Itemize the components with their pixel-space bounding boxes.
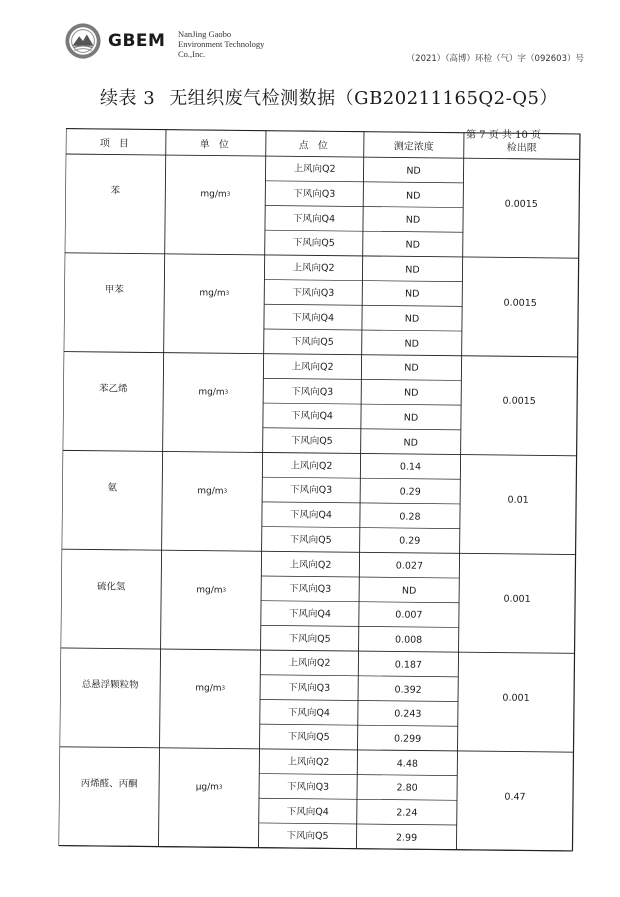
sampling-point: 下风向Q3	[289, 583, 332, 596]
sampling-point: 下风向Q3	[287, 781, 330, 793]
unit-superscript: 3	[221, 686, 226, 693]
sampling-point: 下风向Q4	[289, 509, 333, 521]
measured-concentration: 4.48	[396, 758, 418, 770]
measured-concentration: 0.027	[395, 560, 424, 572]
measured-concentration: 2.24	[396, 807, 418, 819]
report-reference-number: （2021）（高博）环检（气）字（092603）号	[406, 54, 584, 64]
page-number: 第 7 页 共 10 页	[466, 130, 541, 141]
unit-superscript: 3	[222, 587, 227, 594]
measured-concentration: ND	[405, 214, 421, 226]
unit-value	[159, 738, 260, 838]
sampling-point: 下风向Q5	[288, 633, 331, 645]
sampling-point: 下风向Q5	[292, 237, 335, 250]
measured-concentration: ND	[403, 437, 418, 449]
measured-concentration: ND	[406, 190, 421, 202]
measured-concentration: ND	[406, 165, 421, 177]
unit-value	[161, 540, 262, 640]
unit-superscript: 3	[225, 290, 230, 297]
measured-concentration: ND	[404, 338, 420, 350]
table-title-text: 无组织废气检测数据（GB20211165Q2-Q5）	[169, 88, 558, 109]
sampling-point: 上风向Q2	[293, 163, 336, 176]
sampling-point: 下风向Q5	[291, 336, 334, 349]
table-number: 续表 3	[100, 88, 156, 109]
sampling-point: 上风向Q2	[288, 657, 331, 670]
measured-concentration: 0.299	[393, 733, 422, 745]
measured-concentration: ND	[401, 585, 417, 597]
unit-value	[160, 639, 261, 739]
measured-concentration: 0.243	[394, 708, 422, 720]
company-name	[178, 29, 264, 59]
sampling-point: 下风向Q4	[292, 213, 336, 225]
measured-concentration: 0.008	[394, 634, 423, 646]
sampling-point: 上风向Q2	[290, 460, 333, 472]
pollutant-name: 苯乙烯	[98, 383, 128, 395]
detection-limit-value: 0.47	[504, 791, 526, 803]
pollutant-name: 苯	[110, 185, 121, 197]
sampling-point: 下风向Q3	[291, 386, 334, 398]
measured-concentration: ND	[403, 412, 419, 424]
pollutant-name: 丙烯醛、丙酮	[80, 778, 138, 790]
measured-concentration: 0.28	[399, 511, 421, 523]
company-name-line: Co.,Inc.	[178, 49, 206, 59]
detection-limit-value: 0.0015	[502, 396, 536, 408]
sampling-point: 下风向Q4	[288, 608, 331, 620]
unit-superscript: 3	[226, 192, 231, 199]
pollutant-name: 氨	[107, 482, 118, 494]
measured-concentration: ND	[404, 288, 420, 301]
logo-wordmark: GBEM	[108, 31, 166, 51]
unit-value	[164, 244, 265, 344]
measured-concentration: 2.80	[396, 782, 418, 795]
measured-concentration: 2.99	[395, 832, 418, 844]
sampling-point: 下风向Q3	[290, 484, 333, 497]
sampling-point: 下风向Q4	[290, 410, 334, 423]
column-header-concentration: 测定浓度	[393, 140, 434, 153]
unit-value	[162, 441, 263, 541]
company-name-line: Environment Technology	[178, 39, 265, 49]
sampling-point: 上风向Q2	[292, 262, 335, 274]
detection-limit-value: 0.01	[507, 494, 529, 507]
measured-concentration: ND	[404, 362, 419, 375]
measured-concentration: ND	[405, 264, 420, 276]
unit-superscript: 3	[224, 389, 229, 396]
data-table	[58, 128, 584, 861]
sampling-point: 上风向Q2	[287, 756, 330, 768]
sampling-point: 下风向Q5	[286, 830, 329, 843]
sampling-point: 下风向Q3	[292, 287, 335, 299]
measured-concentration: ND	[404, 313, 420, 325]
detection-limit-value: 0.001	[503, 593, 531, 605]
column-header-item: 项 目	[99, 137, 132, 150]
measured-concentration: 0.392	[394, 684, 422, 696]
unit-text: mg/m	[199, 288, 226, 299]
sampling-point: 下风向Q4	[291, 311, 335, 324]
sampling-point: 下风向Q4	[287, 707, 330, 719]
sampling-point: 上风向Q2	[291, 361, 334, 373]
unit-text: μg/m	[195, 782, 220, 793]
column-header-detection-limit: 检出限	[506, 142, 537, 154]
unit-value	[165, 145, 266, 245]
column-header-point: 点 位	[298, 139, 331, 152]
unit-superscript: 3	[218, 784, 223, 791]
company-name-line: NanJing Gaobo	[178, 29, 232, 39]
unit-text: mg/m	[196, 584, 223, 596]
company-seal-logo-icon	[64, 22, 102, 60]
pollutant-name: 总悬浮颗粒物	[81, 679, 139, 692]
sampling-point: 下风向Q3	[288, 682, 331, 694]
measured-concentration: 0.14	[399, 461, 422, 473]
measured-concentration: 0.29	[399, 486, 421, 498]
sampling-point: 下风向Q5	[287, 731, 330, 744]
unit-value	[163, 343, 264, 443]
sampling-point: 下风向Q4	[286, 805, 329, 818]
measured-concentration: 0.007	[395, 609, 423, 622]
sampling-point: 下风向Q5	[290, 435, 333, 447]
sampling-point: 下风向Q5	[289, 534, 332, 546]
report-header	[64, 22, 584, 72]
column-header-unit: 单 位	[199, 138, 232, 151]
unit-text: mg/m	[195, 683, 222, 695]
measured-concentration: ND	[405, 239, 421, 251]
unit-superscript: 3	[223, 488, 228, 495]
sampling-point: 下风向Q3	[293, 188, 336, 200]
table-title	[100, 84, 558, 110]
unit-text: mg/m	[197, 486, 224, 497]
measured-concentration: 0.29	[399, 535, 421, 548]
measured-concentration: 0.187	[394, 659, 423, 671]
measured-concentration: ND	[403, 387, 419, 399]
unit-text: mg/m	[198, 387, 225, 398]
detection-limit-value: 0.0015	[504, 198, 538, 210]
sampling-point: 上风向Q2	[289, 558, 332, 571]
pollutant-name: 硫化氢	[96, 580, 126, 593]
detection-limit-value: 0.001	[502, 692, 530, 704]
detection-limit-value: 0.0015	[503, 297, 537, 309]
unit-text: mg/m	[200, 189, 227, 201]
pollutant-name: 甲苯	[104, 284, 124, 296]
